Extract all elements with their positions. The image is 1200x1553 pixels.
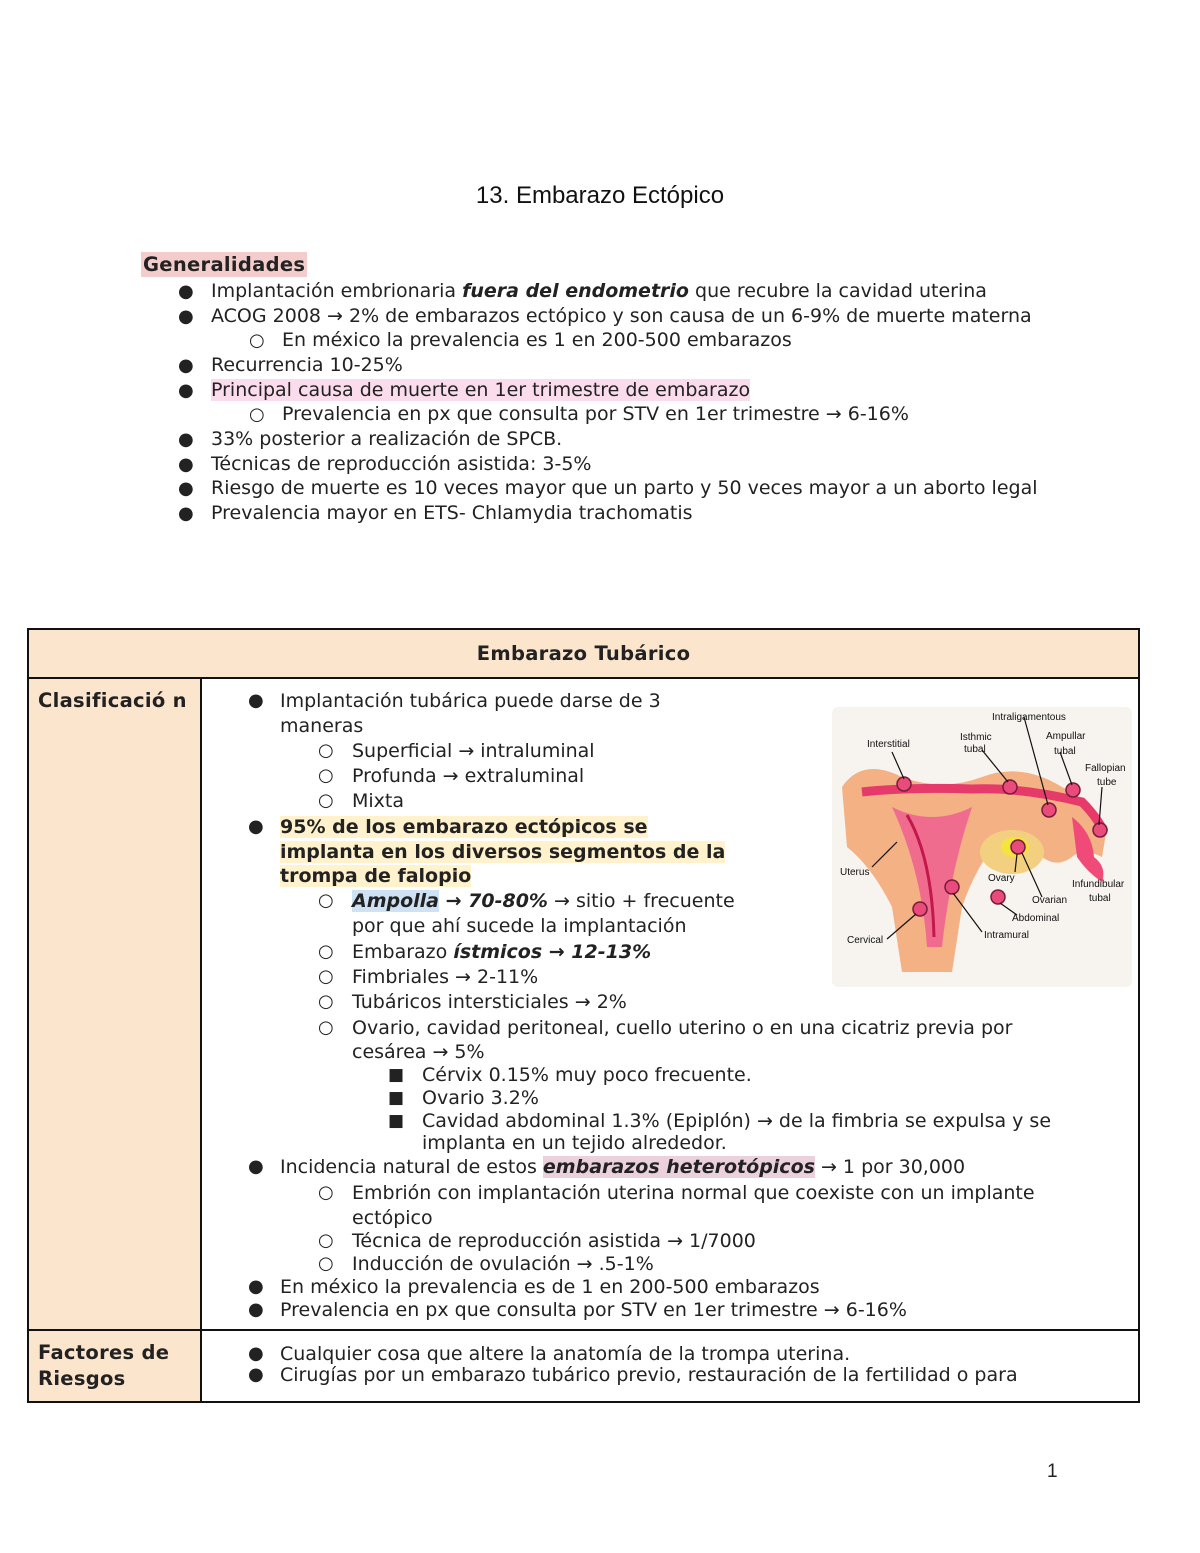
list-item: ● Incidencia natural de estos embarazos heterotópicos → 1 por 30,000 <box>248 1156 966 1178</box>
list-item: ○ Mixta <box>318 790 405 812</box>
section-heading-generalidades: Generalidades <box>143 253 306 276</box>
figure-label: Ampullar <box>1046 731 1086 742</box>
page-number: 1 <box>1047 1461 1058 1482</box>
circle-bullet-icon: ○ <box>318 1017 334 1038</box>
figure-label: Ovary <box>988 873 1015 884</box>
circle-bullet-icon: ○ <box>318 1182 334 1203</box>
square-bullet-icon: ■ <box>388 1088 405 1108</box>
list-item-cont: maneras <box>280 715 364 737</box>
list-item: ● Técnicas de reproducción asistida: 3-5% <box>0 452 1046 477</box>
list-item: ○ Ampolla → 70-80% → sitio + frecuente <box>318 890 735 912</box>
list-item: ○ En méxico la prevalencia es 1 en 200-500 embarazos <box>249 329 792 351</box>
figure-label: Cervical <box>847 935 884 946</box>
factores-content <box>201 1330 1139 1402</box>
uterus-anatomy-figure <box>832 707 1132 987</box>
bullet-icon: ● <box>178 478 194 499</box>
list-item: ○ Ovario, cavidad peritoneal, cuello uterino o en una cicatriz previa por <box>318 1017 1013 1039</box>
figure-label: Intraligamentous <box>992 712 1066 723</box>
list-item-cont: implanta en un tejido alrededor. <box>422 1132 727 1154</box>
bullet-icon: ● <box>248 690 264 711</box>
circle-bullet-icon: ○ <box>318 966 334 987</box>
bullet-icon: ● <box>178 429 194 450</box>
figure-label: Uterus <box>840 867 870 878</box>
bullet-icon: ● <box>248 1299 264 1320</box>
list-item-cont: trompa de falopio <box>280 865 472 887</box>
list-item: ■ Cérvix 0.15% muy poco frecuente. <box>388 1064 752 1086</box>
circle-bullet-icon: ○ <box>318 765 334 786</box>
list-item: ○ Profunda → extraluminal <box>318 765 585 787</box>
circle-bullet-icon: ○ <box>249 330 265 351</box>
list-item: ● 95% de los embarazo ectópicos se <box>248 816 648 838</box>
bullet-icon: ● <box>178 281 194 302</box>
embarazo-tubarico-table <box>27 628 1140 1403</box>
list-item-cont: por que ahí sucede la implantación <box>352 915 687 937</box>
bullet-icon: ● <box>178 379 194 401</box>
table-header: Embarazo Tubárico <box>28 629 1139 678</box>
list-item: ● Cirugías por un embarazo tubárico previo, restauración de la fertilidad o para <box>248 1364 1018 1386</box>
figure-label: Intramural <box>984 930 1030 941</box>
circle-bullet-icon: ○ <box>318 1230 334 1251</box>
list-item: ○ Técnica de reproducción asistida → 1/7000 <box>318 1230 756 1252</box>
circle-bullet-icon: ○ <box>318 991 334 1012</box>
list-item: ● Implantación tubárica puede darse de 3 <box>248 690 661 712</box>
bullet-icon: ● <box>248 1343 264 1364</box>
list-item-cont: implanta en los diversos segmentos de la <box>280 841 726 863</box>
circle-bullet-icon: ○ <box>318 790 334 811</box>
generalidades-list <box>0 279 1200 525</box>
figure-label: tubal <box>1054 746 1076 757</box>
list-item: ● En méxico la prevalencia es de 1 en 200-500 embarazos <box>248 1276 820 1298</box>
list-item: ● Principal causa de muerte en 1er trimestre de embarazo ○ Prevalencia en px que consulta por STV en 1er trimestre → 6-16% <box>0 378 1046 428</box>
list-item: ● ACOG 2008 → 2% de embarazos ectópico y son causa de un 6-9% de muerte materna ○ En méxico la prevalencia es 1 en 200-500 embarazos <box>0 304 1046 354</box>
list-item: ■ Cavidad abdominal 1.3% (Epiplón) → de la fimbria se expulsa y se <box>388 1110 1052 1132</box>
list-item: ○ Superficial → intraluminal <box>318 740 595 762</box>
bullet-icon: ● <box>248 816 264 837</box>
figure-label: Fallopian <box>1085 763 1126 774</box>
row-label-clasificacion: Clasificació n <box>28 678 201 1330</box>
figure-label: Ovarian <box>1032 895 1068 906</box>
bullet-icon: ● <box>178 502 194 524</box>
bullet-icon: ● <box>248 1156 264 1177</box>
square-bullet-icon: ■ <box>388 1111 405 1131</box>
figure-label: Interstitial <box>867 739 910 750</box>
list-item-cont: cesárea → 5% <box>352 1041 485 1063</box>
page-title: 13. Embarazo Ectópico <box>475 182 725 209</box>
list-item-cont: ectópico <box>352 1207 433 1229</box>
list-item: ○ Fimbriales → 2-11% <box>318 966 539 988</box>
figure-label: tube <box>1097 777 1117 788</box>
circle-bullet-icon: ○ <box>318 941 334 962</box>
figure-label: tubal <box>1089 893 1111 904</box>
clasificacion-content <box>201 678 1139 1330</box>
bullet-icon: ● <box>178 305 194 327</box>
list-item: ○ Embrión con implantación uterina normal que coexiste con un implante <box>318 1182 1035 1204</box>
list-item: ● Prevalencia mayor en ETS- Chlamydia trachomatis <box>0 501 1046 526</box>
list-item: ■ Ovario 3.2% <box>388 1087 539 1109</box>
circle-bullet-icon: ○ <box>318 1253 334 1274</box>
circle-bullet-icon: ○ <box>249 404 265 425</box>
list-item: ○ Prevalencia en px que consulta por STV en 1er trimestre → 6-16% <box>249 403 909 425</box>
figure-label: tubal <box>964 744 986 755</box>
bullet-icon: ● <box>178 453 194 475</box>
figure-label: Isthmic <box>960 732 992 743</box>
bullet-icon: ● <box>178 355 194 376</box>
square-bullet-icon: ■ <box>388 1065 405 1085</box>
list-item: ● Riesgo de muerte es 10 veces mayor que un parto y 50 veces mayor a un aborto legal <box>0 476 1046 501</box>
row-label-factores: Factores de Riesgos <box>28 1330 201 1402</box>
circle-bullet-icon: ○ <box>318 740 334 761</box>
list-item: ● Recurrencia 10-25% <box>0 353 1046 378</box>
figure-label: Abdominal <box>1012 913 1060 924</box>
bullet-icon: ● <box>248 1276 264 1297</box>
list-item: ● Prevalencia en px que consulta por STV en 1er trimestre → 6-16% <box>248 1299 907 1321</box>
list-item: ○ Embarazo ístmicos → 12-13% <box>318 941 652 963</box>
list-item: ● 33% posterior a realización de SPCB. <box>0 427 1046 452</box>
bullet-icon: ● <box>248 1364 264 1385</box>
list-item: ○ Inducción de ovulación → .5-1% <box>318 1253 654 1275</box>
list-item: ● Implantación embrionaria fuera del endometrio que recubre la cavidad uterina <box>0 279 1046 304</box>
circle-bullet-icon: ○ <box>318 890 334 911</box>
figure-label: Infundibular <box>1072 879 1125 890</box>
list-item: ○ Tubáricos intersticiales → 2% <box>318 991 627 1013</box>
list-item: ● Cualquier cosa que altere la anatomía de la trompa uterina. <box>248 1343 851 1365</box>
